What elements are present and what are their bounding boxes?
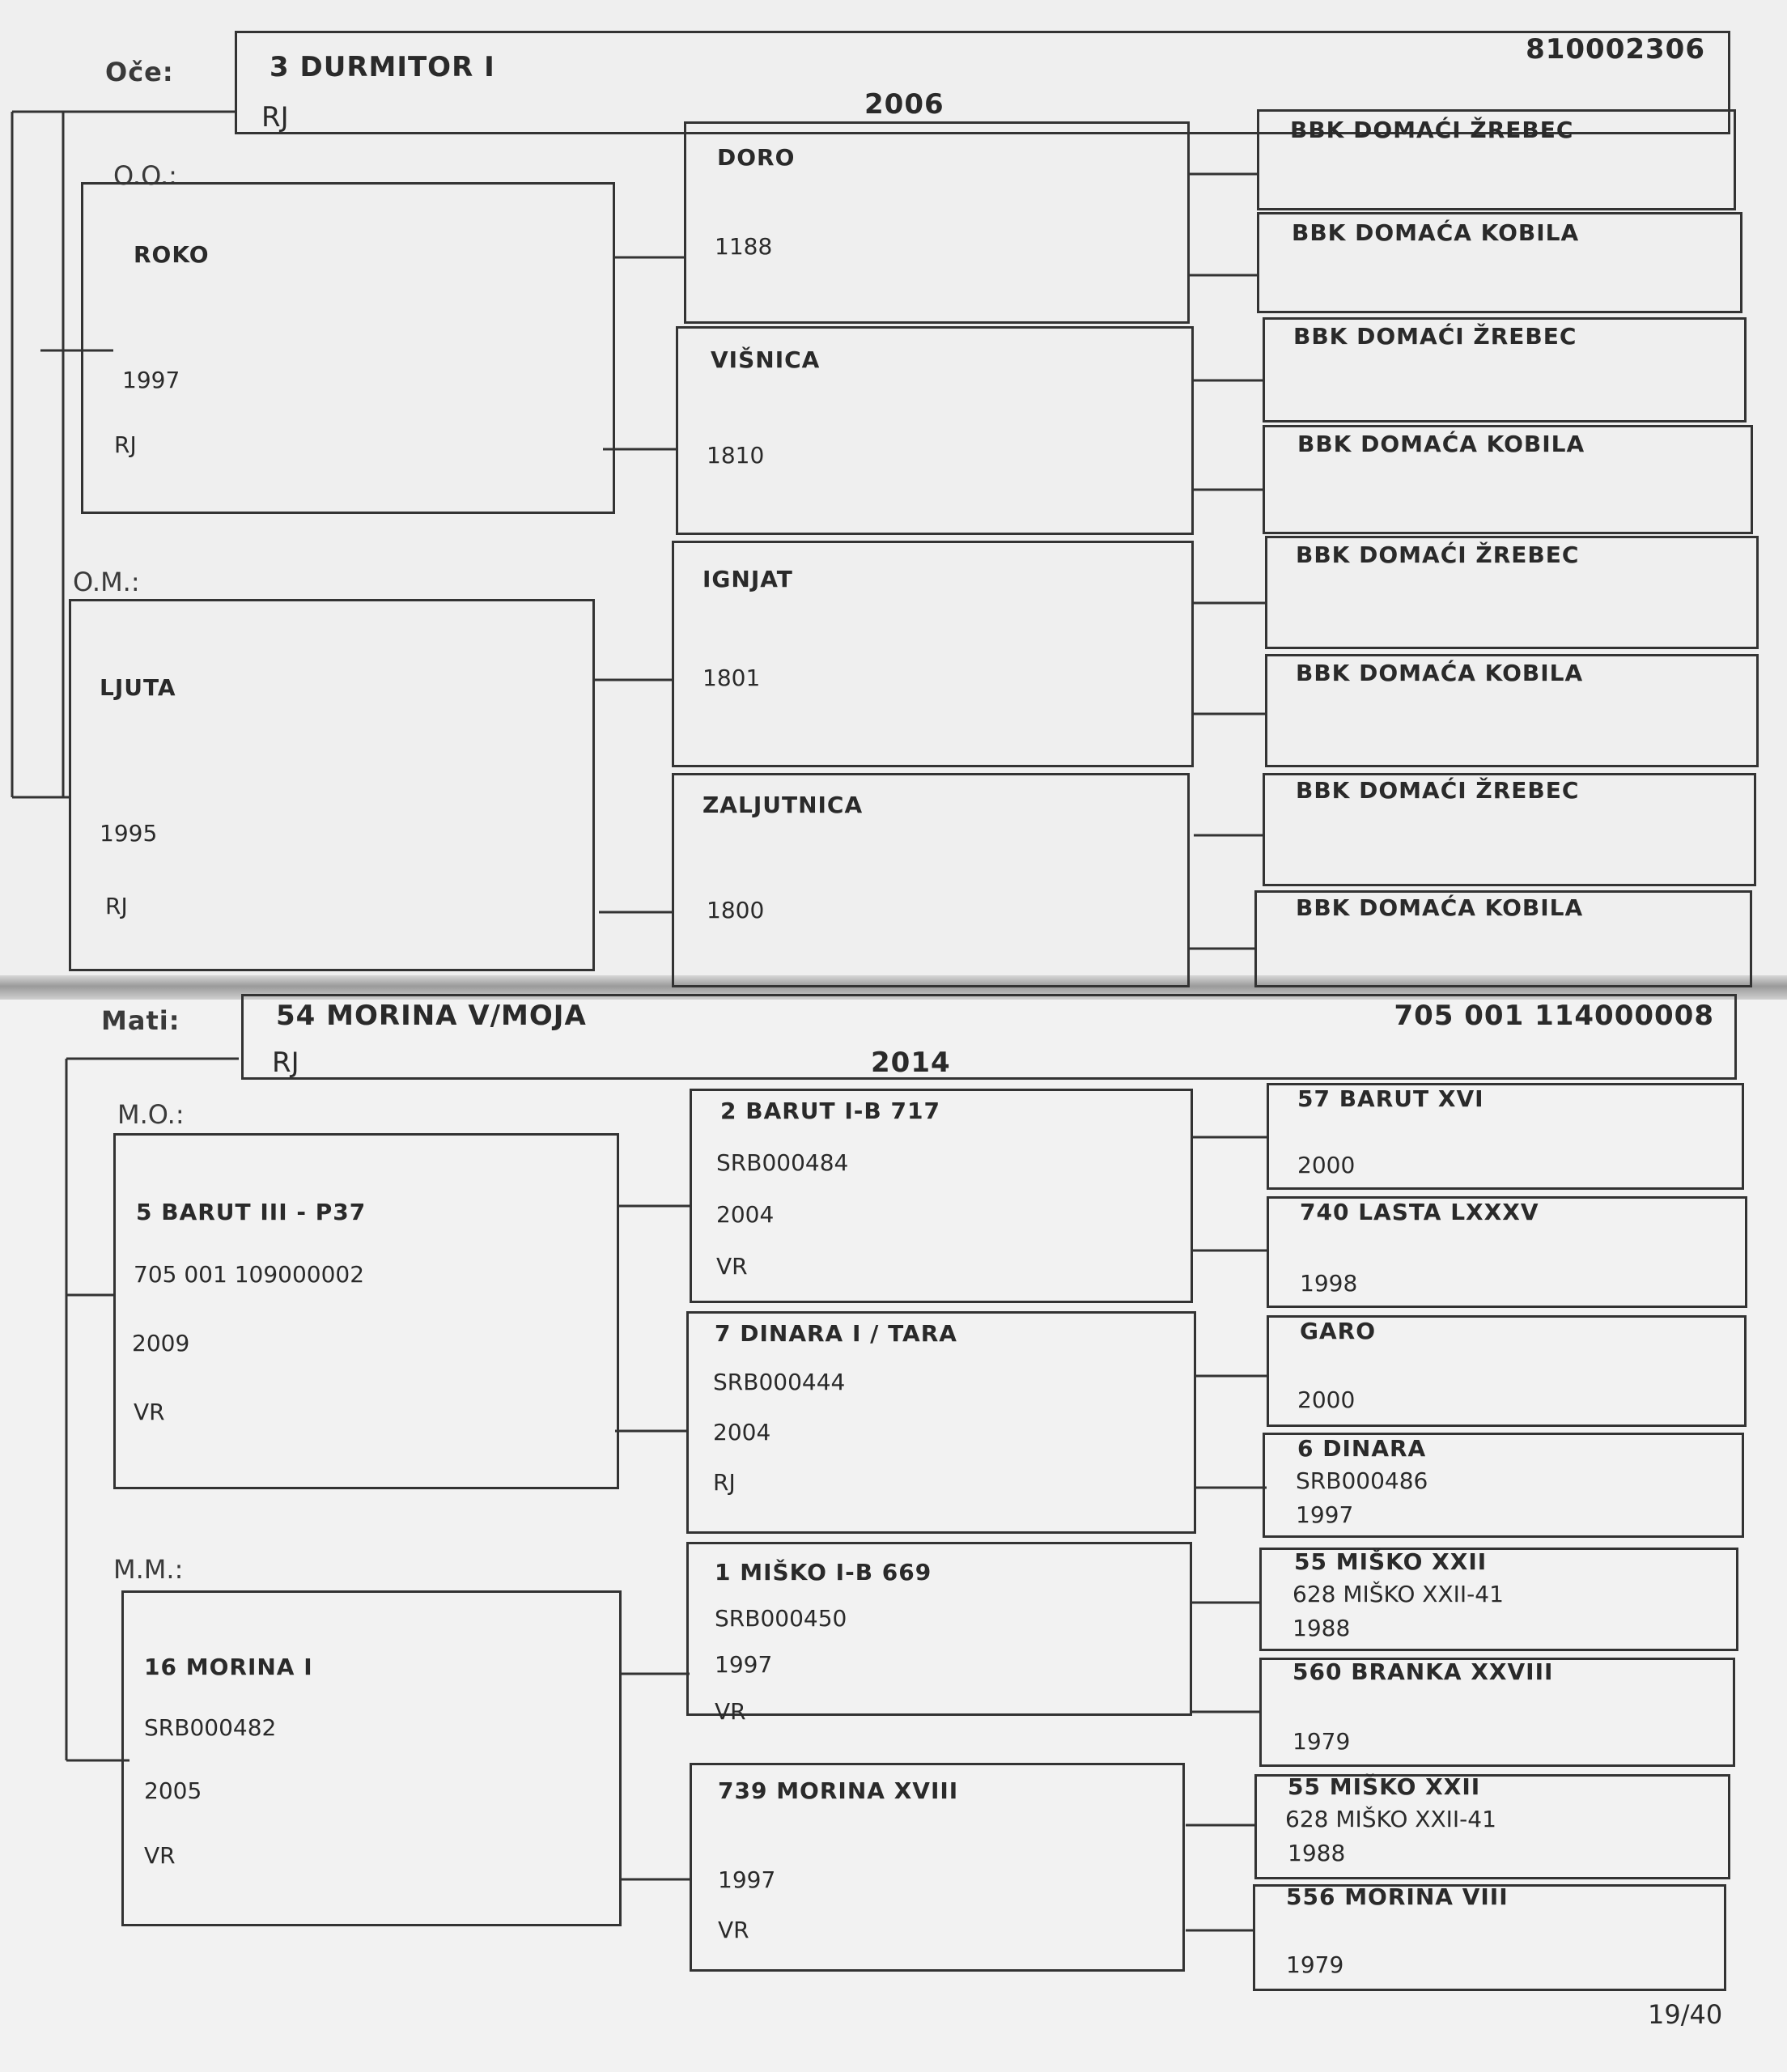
sire-father-name: ROKO <box>134 241 210 268</box>
sire-gp-2 <box>676 326 1194 535</box>
gp-code: VR <box>715 1698 746 1725</box>
ggp-id: SRB000486 <box>1296 1467 1428 1494</box>
ggp-year: 1998 <box>1300 1270 1358 1297</box>
sire-ggp-6 <box>1265 654 1759 767</box>
sire-mother-year: 1995 <box>100 820 158 847</box>
dam-year: 2014 <box>871 1047 951 1079</box>
gp-name: 7 DINARA I / TARA <box>715 1320 957 1347</box>
gp-name: 739 MORINA XVIII <box>718 1777 959 1804</box>
ggp-year: 1979 <box>1292 1728 1351 1755</box>
gp-name: IGNJAT <box>702 566 793 592</box>
gp-year: 1997 <box>718 1866 776 1893</box>
sire-gp-3 <box>672 541 1194 767</box>
dam-father-name: 5 BARUT III - P37 <box>136 1199 367 1225</box>
gp-name: DORO <box>717 144 796 171</box>
sire-ggp-1 <box>1257 109 1736 210</box>
ggp-name: 57 BARUT XVI <box>1297 1085 1484 1112</box>
gp-year: 1997 <box>715 1651 773 1678</box>
gp-id: SRB000484 <box>716 1149 849 1176</box>
ggp-name: 6 DINARA <box>1297 1435 1427 1462</box>
dam-gp-1 <box>690 1089 1193 1303</box>
dam-mother-code: VR <box>144 1842 176 1869</box>
dam-code: RJ <box>272 1047 299 1079</box>
sire-ggp-3 <box>1263 317 1747 422</box>
dam-mother-box <box>121 1590 622 1926</box>
gp-code: VR <box>718 1917 749 1943</box>
dam-ggp-3 <box>1267 1315 1747 1427</box>
ggp-name: BBK DOMAĆA KOBILA <box>1297 431 1585 457</box>
dam-mother-year: 2005 <box>144 1777 202 1804</box>
ggp-id: 628 MIŠKO XXII-41 <box>1292 1581 1504 1607</box>
gp-id: SRB000450 <box>715 1605 847 1632</box>
dam-gp-2 <box>686 1311 1196 1534</box>
sire-mother-name: LJUTA <box>100 674 176 701</box>
sire-gp-1 <box>684 121 1190 324</box>
dam-ggp-5 <box>1259 1548 1738 1651</box>
ggp-year: 2000 <box>1297 1386 1356 1413</box>
ggp-name: BBK DOMAĆA KOBILA <box>1292 219 1580 246</box>
dam-gp-4 <box>690 1763 1185 1972</box>
ggp-name: BBK DOMAĆI ŽREBEC <box>1293 323 1577 350</box>
dam-mother-id: SRB000482 <box>144 1714 277 1741</box>
ggp-year: 2000 <box>1297 1152 1356 1178</box>
gp-name: VIŠNICA <box>711 346 821 373</box>
dam-ggp-4 <box>1263 1433 1744 1538</box>
sire-mother-box <box>69 599 595 971</box>
ggp-name: BBK DOMAĆA KOBILA <box>1296 660 1584 686</box>
dam-label: Mati: <box>101 1005 180 1036</box>
gp-num: 1801 <box>702 664 761 691</box>
gp-name: ZALJUTNICA <box>702 792 864 818</box>
sire-ggp-7 <box>1263 773 1756 886</box>
ggp-year: 1988 <box>1292 1615 1351 1641</box>
gp-name: 1 MIŠKO I-B 669 <box>715 1559 932 1586</box>
dam-ggp-2 <box>1267 1196 1747 1308</box>
ggp-year: 1979 <box>1286 1951 1344 1978</box>
dam-gp-3 <box>686 1542 1192 1725</box>
ggp-name: 55 MIŠKO XXII <box>1288 1773 1481 1800</box>
dam-id: 705 001 114000008 <box>1394 1000 1714 1032</box>
dam-box <box>241 994 1737 1080</box>
dam-father-label: M.O.: <box>117 1099 185 1130</box>
sire-id: 810002306 <box>1526 33 1705 66</box>
dam-father-code: VR <box>134 1399 165 1425</box>
ggp-name: BBK DOMAĆA KOBILA <box>1296 894 1584 921</box>
gp-name: 2 BARUT I-B 717 <box>720 1098 940 1124</box>
ggp-id: 628 MIŠKO XXII-41 <box>1285 1806 1496 1832</box>
sire-father-label: O.O.: <box>113 160 177 191</box>
dam-father-box <box>113 1133 619 1489</box>
dam-father-id: 705 001 109000002 <box>134 1261 365 1288</box>
sire-gp-4 <box>672 773 1190 987</box>
sire-ggp-4 <box>1263 425 1753 534</box>
gp-id: SRB000444 <box>713 1369 846 1395</box>
ggp-name: BBK DOMAĆI ŽREBEC <box>1290 117 1574 143</box>
ggp-name: BBK DOMAĆI ŽREBEC <box>1296 541 1580 568</box>
dam-father-year: 2009 <box>132 1330 190 1357</box>
gp-code: RJ <box>713 1469 736 1496</box>
dam-mother-label: M.M.: <box>113 1554 184 1585</box>
sire-ggp-5 <box>1265 536 1759 649</box>
ggp-name: 560 BRANKA XXVIII <box>1292 1658 1554 1685</box>
sire-father-code: RJ <box>114 431 137 458</box>
dam-name: 54 MORINA V/MOJA <box>276 1000 587 1032</box>
sire-ggp-8 <box>1254 890 1752 987</box>
sire-mother-label: O.M.: <box>73 567 140 597</box>
dam-ggp-1 <box>1267 1083 1744 1190</box>
ggp-year: 1997 <box>1296 1501 1354 1528</box>
gp-num: 1810 <box>707 442 765 469</box>
sire-code: RJ <box>261 101 289 134</box>
ggp-name: BBK DOMAĆI ŽREBEC <box>1296 777 1580 804</box>
gp-num: 1800 <box>707 897 765 923</box>
ggp-name: GARO <box>1300 1318 1377 1344</box>
gp-code: VR <box>716 1253 748 1280</box>
sire-mother-code: RJ <box>105 893 128 919</box>
gp-num: 1188 <box>715 233 773 260</box>
dam-ggp-8 <box>1253 1884 1726 1991</box>
sire-label: Oče: <box>105 57 174 87</box>
ggp-year: 1988 <box>1288 1840 1346 1866</box>
sire-name: 3 DURMITOR I <box>270 51 495 83</box>
ggp-name: 55 MIŠKO XXII <box>1294 1548 1488 1575</box>
dam-mother-name: 16 MORINA I <box>144 1654 313 1680</box>
ggp-name: 556 MORINA VIII <box>1286 1883 1509 1910</box>
sire-father-year: 1997 <box>122 367 180 393</box>
ggp-name: 740 LASTA LXXXV <box>1300 1199 1539 1225</box>
gp-year: 2004 <box>716 1201 775 1228</box>
dam-ggp-6 <box>1259 1658 1735 1767</box>
sire-father-box <box>81 182 615 514</box>
dam-ggp-7 <box>1254 1774 1730 1879</box>
sire-ggp-2 <box>1257 212 1742 313</box>
page-number: 19/40 <box>1648 1999 1723 2030</box>
sire-year: 2006 <box>864 88 944 121</box>
gp-year: 2004 <box>713 1419 771 1446</box>
